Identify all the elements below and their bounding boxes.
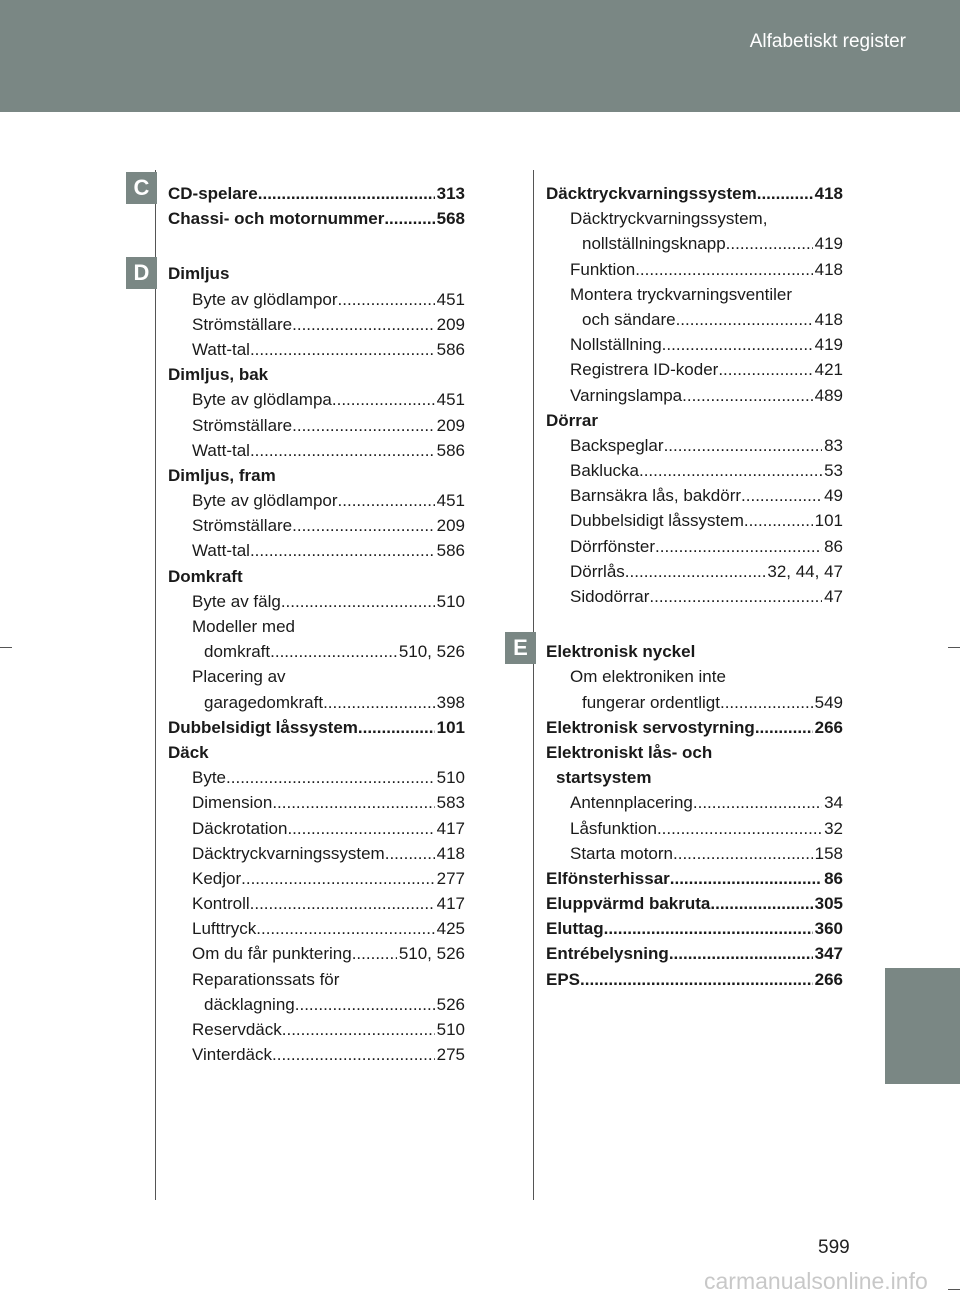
- index-entry: Dubbelsidigt låssystem ..... 101: [168, 715, 465, 740]
- index-entry: nollställningsknapp ..... 419: [546, 231, 843, 256]
- index-entry: däcklagning ..... 526: [168, 992, 465, 1017]
- index-entry: Kedjor ..... 277: [168, 866, 465, 891]
- index-entry: CD-spelare ..... 313: [168, 181, 465, 206]
- index-entry: Watt-tal ..... 586: [168, 438, 465, 463]
- index-entry: Baklucka ..... 53: [546, 458, 843, 483]
- column-divider-middle: [533, 170, 534, 1200]
- index-entry: Eluppvärmd bakruta ..... 305: [546, 891, 843, 916]
- index-entry: Strömställare ..... 209: [168, 413, 465, 438]
- index-entry: garagedomkraft ..... 398: [168, 690, 465, 715]
- index-entry: Chassi- och motornummer ..... 568: [168, 206, 465, 231]
- index-entry: fungerar ordentligt ..... 549: [546, 690, 843, 715]
- header-title: Alfabetiskt register: [749, 31, 906, 52]
- index-heading: startsystem: [556, 768, 652, 788]
- index-entry: Dubbelsidigt låssystem ..... 101: [546, 508, 843, 533]
- index-entry: Eluttag ..... 360: [546, 916, 843, 941]
- index-entry: Funktion ..... 418: [546, 257, 843, 282]
- index-heading: Dimljus, bak: [168, 365, 269, 385]
- index-entry: Byte av glödlampa ..... 451: [168, 387, 465, 412]
- index-entry: Lufttryck ..... 425: [168, 916, 465, 941]
- index-entry: Placering av: [192, 667, 286, 687]
- index-entry: Däcktryckvarningssystem ..... 418: [546, 181, 843, 206]
- index-heading: Däck: [168, 742, 209, 762]
- index-heading: Dörrar: [546, 410, 598, 430]
- index-entry: Kontroll ..... 417: [168, 891, 465, 916]
- index-entry: Nollställning ..... 419: [546, 332, 843, 357]
- index-entry: Strömställare ..... 209: [168, 312, 465, 337]
- index-entry: Dörrfönster ..... 86: [546, 534, 843, 559]
- section-thumb-tab: [885, 968, 960, 1084]
- index-entry: domkraft ..... 510, 526: [168, 639, 465, 664]
- index-entry: Byte av fälg ..... 510: [168, 589, 465, 614]
- index-entry: Entrébelysning ..... 347: [546, 941, 843, 966]
- index-entry: Registrera ID-koder ..... 421: [546, 357, 843, 382]
- index-entry: Vinterdäck ..... 275: [168, 1042, 465, 1067]
- index-entry: EPS ..... 266: [546, 967, 843, 992]
- crop-mark-bottom-right: [948, 1289, 960, 1290]
- index-entry: Varningslampa ..... 489: [546, 383, 843, 408]
- page-number: 599: [818, 1237, 850, 1258]
- index-entry: Backspeglar ..... 83: [546, 433, 843, 458]
- footer-watermark: carmanualsonline.info: [704, 1268, 928, 1294]
- index-entry: Reparationssats för: [192, 969, 340, 989]
- index-entry: Om du får punktering ..... 510, 526: [168, 941, 465, 966]
- index-heading: Elektroniskt lås- och: [546, 742, 713, 762]
- index-column-left: [168, 181, 465, 1067]
- crop-mark-left: [0, 647, 12, 648]
- index-entry: Byte av glödlampor ..... 451: [168, 488, 465, 513]
- index-entry: Reservdäck ..... 510: [168, 1017, 465, 1042]
- page-header: [0, 0, 960, 112]
- index-entry: Däcktryckvarningssystem ..... 418: [168, 841, 465, 866]
- index-heading: Domkraft: [168, 566, 243, 586]
- index-entry: Modeller med: [192, 617, 295, 636]
- index-entry: Sidodörrar ..... 47: [546, 584, 843, 609]
- index-entry: Starta motorn ..... 158: [546, 841, 843, 866]
- index-entry: Antennplacering ..... 34: [546, 790, 843, 815]
- index-entry: Watt-tal ..... 586: [168, 337, 465, 362]
- letter-badge-c: C: [126, 172, 157, 204]
- letter-badge-d: D: [126, 257, 157, 289]
- index-entry: Dörrlås ..... 32, 44, 47: [546, 559, 843, 584]
- index-entry: Elfönsterhissar ..... 86: [546, 866, 843, 891]
- index-heading: Elektronisk nyckel: [546, 642, 696, 662]
- index-entry: Låsfunktion ..... 32: [546, 816, 843, 841]
- index-entry: Elektronisk servostyrning ..... 266: [546, 715, 843, 740]
- index-entry: Däckrotation ..... 417: [168, 816, 465, 841]
- index-entry: Barnsäkra lås, bakdörr ..... 49: [546, 483, 843, 508]
- index-entry: Montera tryckvarningsventiler: [570, 284, 793, 304]
- index-entry: Byte av glödlampor ..... 451: [168, 287, 465, 312]
- index-entry: Om elektroniken inte: [570, 667, 726, 687]
- index-entry: Däcktryckvarningssystem,: [570, 209, 768, 229]
- crop-mark-right: [948, 647, 960, 648]
- index-entry: Dimension ..... 583: [168, 790, 465, 815]
- letter-badge-e: E: [505, 632, 536, 664]
- index-heading: Dimljus, fram: [168, 465, 276, 485]
- index-heading: Dimljus: [168, 264, 230, 284]
- index-entry: och sändare ..... 418: [546, 307, 843, 332]
- index-column-right: [546, 181, 843, 992]
- index-entry: Byte ..... 510: [168, 765, 465, 790]
- column-divider-left: [155, 170, 156, 1200]
- index-entry: Watt-tal ..... 586: [168, 538, 465, 563]
- index-entry: Strömställare ..... 209: [168, 513, 465, 538]
